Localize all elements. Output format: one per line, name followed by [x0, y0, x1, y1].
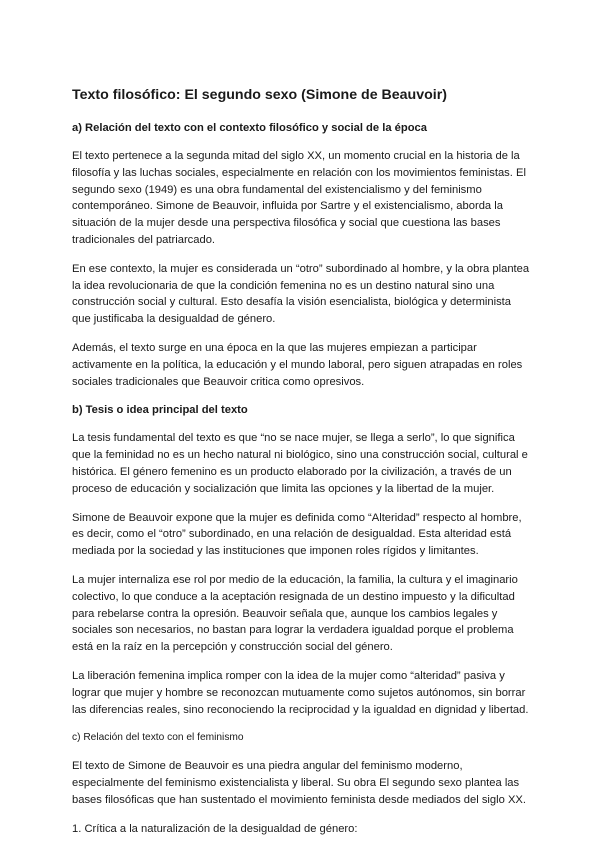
section-b-heading: b) Tesis o idea principal del texto	[72, 404, 248, 417]
section-c-paragraph: El texto de Simone de Beauvoir es una piedra angular del feminismo moderno, especialmente del feminismo existencialista y liberal. Su obra El segundo sexo plantea las bases filosóficas que han sustentado el movimiento feminista desde mediados del siglo XX.	[72, 760, 526, 806]
section-a-paragraph: El texto pertenece a la segunda mitad del siglo XX, un momento crucial en la historia de la filosofía y las luchas sociales, especialmente en relación con los movimientos feministas. El segundo sexo (1949) es una obra fundamental del existencialismo y del feminismo contemporáneo. Simone de Beauvoir, influida por Sartre y el existencialismo, aborda la situación de la mujer desde una perspectiva filosófica y social que cuestiona las bases tradicionales del patriarcado.	[72, 150, 526, 246]
section-a-paragraph: En ese contexto, la mujer es considerada un “otro” subordinado al hombre, y la obra plantea la idea revolucionaria de que la condición femenina no es un destino natural sino una construcción social y cultural. Esto desafía la visión esencialista, biológica y determinista que justificaba la desigualdad de género.	[72, 262, 530, 326]
section-b-paragraph: La mujer internaliza ese rol por medio de la educación, la familia, la cultura y el imaginario colectivo, lo que conduce a la aceptación resignada de un destino impuesto y la dificultad para rebelarse contra la opresión. Beauvoir señala que, aunque los cambios legales y sociales son necesarios, no bastan para lograr la verdadera igualdad porque el problema está en la raíz en la percepción y construcción social del género.	[72, 573, 518, 654]
section-a-heading: a) Relación del texto con el contexto filosófico y social de la época	[72, 122, 427, 134]
section-b-paragraph: Simone de Beauvoir expone que la mujer es definida como “Alteridad” respecto al hombre, es decir, como el “otro” subordinado, en una relación de desigualdad. Esta alteridad está mediada por la sociedad y las instituciones que imponen roles rígidos y limitantes.	[72, 511, 522, 558]
numbered-item: 1. Crítica a la naturalización de la desigualdad de género:	[72, 822, 358, 835]
document-title: Texto filosófico: El segundo sexo (Simone de Beauvoir)	[72, 87, 447, 103]
section-b-paragraph: La tesis fundamental del texto es que “no se nace mujer, se llega a serlo”, lo que significa que la feminidad no es un hecho natural ni biológico, sino una construcción social, cultural e histórica. El género femenino es un producto elaborado por la civilización, a través de un proceso de educación y socialización que limita las opciones y la libertad de la mujer.	[72, 432, 528, 495]
section-a-paragraph: Además, el texto surge en una época en la que las mujeres empiezan a participar activamente en la política, la educación y el mundo laboral, pero siguen atrapadas en roles sociales tradicionales que Beauvoir critica como opresivos.	[72, 341, 523, 388]
section-c-heading: c) Relación del texto con el feminismo	[72, 732, 244, 744]
section-b-paragraph: La liberación femenina implica romper con la idea de la mujer como “alteridad” pasiva y lograr que mujer y hombre se reconozcan mutuamente como sujetos autónomos, sin borrar las diferencias reales, sino reconociendo la reciprocidad y la igualdad en dignidad y libertad.	[72, 669, 529, 716]
